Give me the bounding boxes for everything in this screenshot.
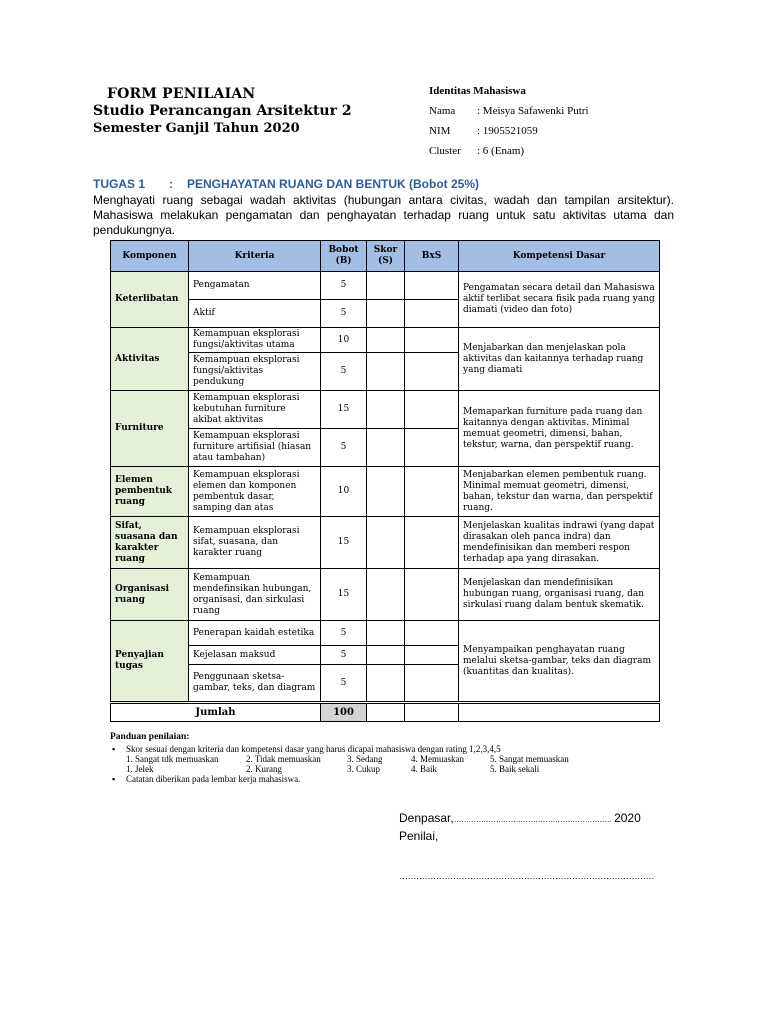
sign-assessor: Penilai,: [399, 829, 439, 843]
bxs-cell[interactable]: [405, 353, 459, 391]
total-kompetensi-cell: [459, 703, 660, 722]
bobot-cell: 15: [321, 391, 367, 429]
bobot-cell: 5: [321, 272, 367, 300]
scale-item: 4. Memuaskan: [411, 754, 464, 764]
identity-row-nim: [429, 125, 589, 145]
skor-cell[interactable]: [367, 272, 405, 300]
bxs-cell[interactable]: [405, 569, 459, 621]
guide-bullet: [110, 744, 670, 754]
identity-key: Nama: [429, 105, 456, 117]
skor-cell[interactable]: [367, 353, 405, 391]
bobot-cell: 5: [321, 353, 367, 391]
kriteria-cell: Kemampuan eksplorasi fungsi/aktivitas utama: [189, 328, 321, 353]
task-separator: :: [169, 177, 173, 191]
semester-title: Semester Ganjil Tahun 2020: [93, 121, 300, 136]
kompetensi-cell: Pengamatan secara detail dan Mahasiswa aktif terlibat secara fisik pada ruang yang diamati (video dan foto): [459, 272, 660, 328]
kriteria-cell: Kemampuan eksplorasi sifat, suasana, dan karakter ruang: [189, 517, 321, 569]
task-description: Menghayati ruang sebagai wadah aktivitas (hubungan antara civitas, wadah dan tampilan arsitektur). Mahasiswa melakukan pengamatan dan penghayatan terhadap ruang untuk satu aktivitas utama dan pendukungnya.: [93, 193, 674, 237]
bxs-cell[interactable]: [405, 646, 459, 665]
skor-cell[interactable]: [367, 300, 405, 328]
scale-item: 5. Baik sekali: [490, 764, 540, 774]
skor-cell[interactable]: [367, 467, 405, 517]
date-fill-field[interactable]: ……………………………………………………….: [453, 815, 611, 824]
identity-value: : Meisya Safawenki Putri: [477, 105, 589, 117]
total-bxs-cell[interactable]: [405, 703, 459, 722]
skor-cell[interactable]: [367, 517, 405, 569]
total-skor-cell[interactable]: [367, 703, 405, 722]
scale-item: 3. Cukup: [347, 764, 381, 774]
table-row: [111, 569, 660, 621]
signature-block: [399, 810, 641, 844]
bobot-cell: 5: [321, 665, 367, 703]
komponen-cell: Sifat, suasana dan karakter ruang: [111, 517, 189, 569]
identity-value: : 1905521059: [477, 125, 538, 137]
kriteria-cell: Kemampuan eksplorasi fungsi/aktivitas pendukung: [189, 353, 321, 391]
table-row: [111, 272, 660, 300]
bxs-cell[interactable]: [405, 300, 459, 328]
scale-item: 1. Sangat tdk memuaskan: [126, 754, 219, 764]
bobot-cell: 15: [321, 517, 367, 569]
bullet-icon: ▪: [112, 774, 116, 784]
identity-title: Identitas Mahasiswa: [429, 85, 526, 97]
bxs-cell[interactable]: [405, 272, 459, 300]
guide-bullet-text: Skor sesuai dengan kriteria dan kompetensi dasar yang harus dicapai mahasiswa dengan rating 1,2,3,4,5: [126, 744, 501, 754]
sign-place: Denpasar,: [399, 811, 454, 825]
identity-row-cluster: [429, 145, 589, 165]
kriteria-cell: Penggunaan sketsa-gambar, teks, dan diagram: [189, 665, 321, 703]
kompetensi-cell: Menjelaskan dan mendefinisikan hubungan ruang, organisasi ruang, dan sirkulasi ruang dalam bentuk skematik.: [459, 569, 660, 621]
komponen-cell: Keterlibatan: [111, 272, 189, 328]
skor-cell[interactable]: [367, 328, 405, 353]
task-heading: [93, 177, 479, 191]
skor-cell[interactable]: [367, 391, 405, 429]
bobot-cell: 5: [321, 646, 367, 665]
table-row: [111, 391, 660, 429]
total-label: Jumlah: [111, 703, 321, 722]
studio-title: Studio Perancangan Arsitektur 2: [93, 103, 352, 119]
table-row: [111, 517, 660, 569]
form-title: FORM PENILAIAN: [107, 86, 256, 102]
identity-value: : 6 (Enam): [477, 145, 525, 157]
skor-cell[interactable]: [367, 646, 405, 665]
scale-item: 5. Sangat memuaskan: [490, 754, 569, 764]
table-row: [111, 621, 660, 646]
sign-date-line: [399, 810, 641, 828]
bobot-cell: 5: [321, 429, 367, 467]
header-bxs: BxS: [405, 241, 459, 272]
kriteria-cell: Kejelasan maksud: [189, 646, 321, 665]
komponen-cell: Elemen pembentuk ruang: [111, 467, 189, 517]
skor-cell[interactable]: [367, 429, 405, 467]
komponen-cell: Penyajian tugas: [111, 621, 189, 703]
bxs-cell[interactable]: [405, 467, 459, 517]
table-row: [111, 467, 660, 517]
komponen-cell: Organisasi ruang: [111, 569, 189, 621]
kriteria-cell: Kemampuan mendefinsikan hubungan, organisasi, dan sirkulasi ruang: [189, 569, 321, 621]
kompetensi-cell: Menyampaikan penghayatan ruang melalui sketsa-gambar, teks dan diagram (kuantitas dan kualitas).: [459, 621, 660, 703]
scale-item: 2. Tidak memuaskan: [246, 754, 321, 764]
header-kriteria: Kriteria: [189, 241, 321, 272]
task-title: PENGHAYATAN RUANG DAN BENTUK (Bobot 25%): [187, 177, 480, 191]
kriteria-cell: Aktif: [189, 300, 321, 328]
scale-item: 1. Jelek: [126, 764, 154, 774]
identity-key: NIM: [429, 125, 451, 137]
kriteria-cell: Pengamatan: [189, 272, 321, 300]
skor-cell[interactable]: [367, 569, 405, 621]
kompetensi-cell: Memaparkan furniture pada ruang dan kaitannya dengan aktivitas. Minimal memuat geometri, dimensi, bahan, tekstur, warna, dan perspektif ruang.: [459, 391, 660, 467]
signature-line[interactable]: ………………………………………………………………………………: [399, 871, 654, 881]
bobot-cell: 5: [321, 300, 367, 328]
assessment-guide: [110, 732, 670, 784]
kriteria-cell: Kemampuan eksplorasi kebutuhan furniture akibat aktivitas: [189, 391, 321, 429]
kriteria-cell: Kemampuan eksplorasi elemen dan komponen pembentuk dasar, samping dan atas: [189, 467, 321, 517]
bullet-icon: ▪: [112, 744, 116, 754]
identity-row-name: [429, 105, 589, 125]
identity-block: [429, 85, 589, 165]
header-skor: Skor (S): [367, 241, 405, 272]
bxs-cell[interactable]: [405, 328, 459, 353]
bobot-cell: 10: [321, 328, 367, 353]
bxs-cell[interactable]: [405, 665, 459, 703]
form-header: [93, 86, 352, 136]
kompetensi-cell: Menjabarkan dan menjelaskan pola aktivitas dan kaitannya terhadap ruang yang diamati: [459, 328, 660, 391]
identity-key: Cluster: [429, 145, 461, 157]
guide-bullet: [110, 774, 670, 784]
header-bobot: Bobot (B): [321, 241, 367, 272]
bobot-cell: 10: [321, 467, 367, 517]
bobot-cell: 5: [321, 621, 367, 646]
komponen-cell: Aktivitas: [111, 328, 189, 391]
kriteria-cell: Kemampuan eksplorasi furniture artifisial (hiasan atau tambahan): [189, 429, 321, 467]
bxs-cell[interactable]: [405, 429, 459, 467]
kompetensi-cell: Menjelaskan kualitas indrawi (yang dapat dirasakan oleh panca indra) dan mendefinisikan dan memberi respon terhadap apa yang dirasakan.: [459, 517, 660, 569]
skor-cell[interactable]: [367, 621, 405, 646]
guide-bullet-text: Catatan diberikan pada lembar kerja mahasiswa.: [126, 774, 301, 784]
total-row: [111, 703, 660, 722]
kompetensi-cell: Menjabarkan elemen pembentuk ruang. Minimal memuat geometri, dimensi, bahan, tekstur dan warna, dan perspektif ruang.: [459, 467, 660, 517]
rating-scale-bottom: [110, 764, 670, 774]
table-header-row: [111, 241, 660, 272]
guide-title: Panduan penilaian:: [110, 732, 190, 742]
bxs-cell[interactable]: [405, 391, 459, 429]
header-komponen: Komponen: [111, 241, 189, 272]
assessment-table: [110, 240, 660, 722]
total-value: 100: [321, 703, 367, 722]
task-label: TUGAS 1: [93, 177, 146, 191]
bxs-cell[interactable]: [405, 517, 459, 569]
table-row: [111, 328, 660, 353]
header-kompetensi: Kompetensi Dasar: [459, 241, 660, 272]
bobot-cell: 15: [321, 569, 367, 621]
komponen-cell: Furniture: [111, 391, 189, 467]
scale-item: 4. Baik: [411, 764, 437, 774]
scale-item: 3. Sedang: [347, 754, 383, 764]
bxs-cell[interactable]: [405, 621, 459, 646]
kriteria-cell: Penerapan kaidah estetika: [189, 621, 321, 646]
scale-item: 2. Kurang: [246, 764, 282, 774]
skor-cell[interactable]: [367, 665, 405, 703]
rating-scale-top: [110, 754, 670, 764]
sign-year: 2020: [614, 811, 641, 825]
